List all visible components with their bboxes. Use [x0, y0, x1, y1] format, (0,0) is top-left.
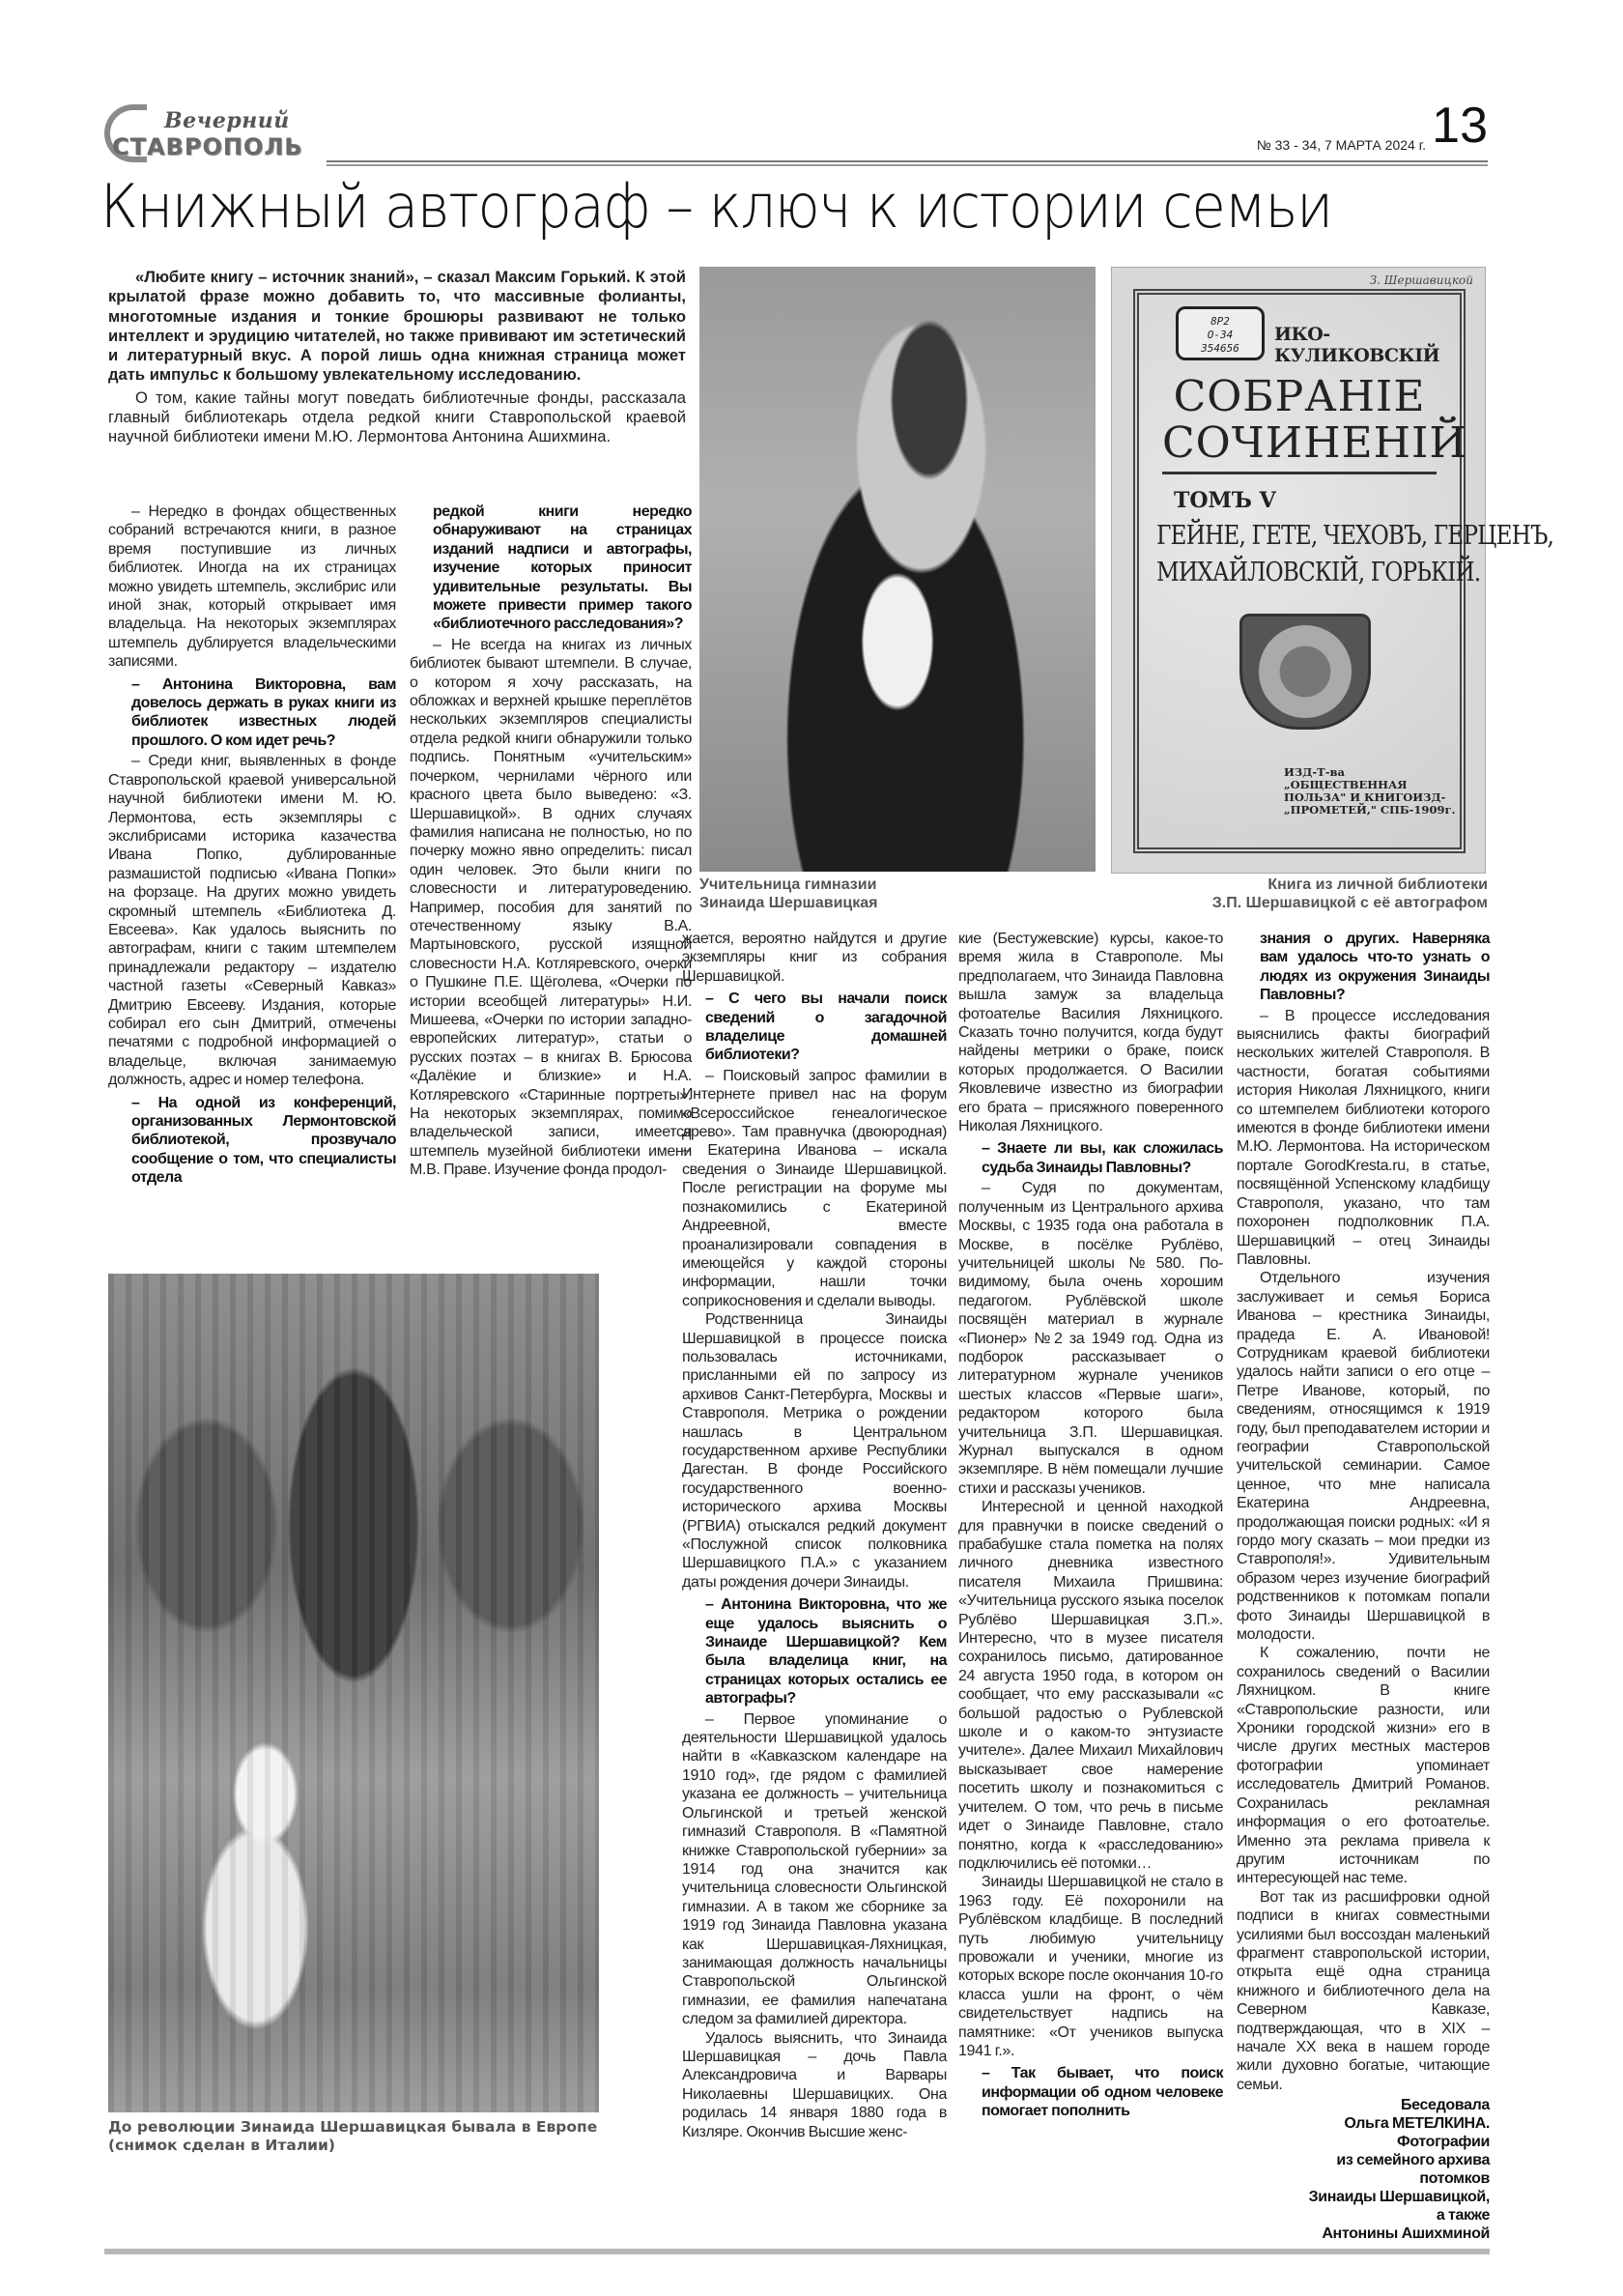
signature-line: Ольга МЕТЕЛКИНА.	[1344, 2115, 1490, 2133]
lead	[108, 268, 686, 447]
paragraph: Вот так из расшифровки одной подписи в книгах совместными усилиями был воссоздан маленький фрагмент ставропольской истории, открыта ещё одна страница книжного и библиотечного дела на Северном Кавказе, подтверждающая, что в XIX – начале XX века в нашем городе жили духовно богатые, читающие семьи.	[1237, 1888, 1490, 2093]
question: – Знаете ли вы, как сложилась судьба Зинаиды Павловны?	[982, 1140, 1223, 1176]
paragraph: – Первое упоминание о деятельности Шершавицкой удалось найти в «Кавказском календаре на 1910 год», где рядом с фамилией указана ее должность – учительница Ольгинской и третьей женской гимназий Ставрополя. В «Памятной книжке Ставропольской губернии» за 1914 год она значится как учительница словесности Ольгинской гимназии. А в таком же сборнике за 1919 год Зинаида Павловна указана как Шершавицкая-Ляхницкая, занимающая должность начальницы Ставропольской Ольгинской гимназии, ее фамилия напечатана следом за фамилией директора.	[682, 1710, 947, 2028]
lead-bold: «Любите книгу – источник знаний», – сказал Максим Горький. К этой крылатой фразе можно добавить то, что массивные фолианты, многотомные издания и тонкие брошюры развивают не только интеллект и эрудицию читателей, но также прививают им эстетический и литературный вкус. А порой лишь одна книжная страница может дать импульс к большому увлекательному исследованию.	[108, 268, 686, 385]
paragraph: жается, вероятно найдутся и другие экземпляры книг из собрания Шершавицкой.	[682, 931, 947, 985]
book-author: ИКО-КУЛИКОВСКІЙ	[1274, 324, 1440, 366]
question-continued: знания о других. Наверняка вам удалось что-то узнать о людях из окружения Зинаиды Павловны?	[1260, 931, 1490, 1004]
book-autograph: З. Шершавицкой	[1369, 273, 1473, 287]
paragraph: Отдельного изучения заслуживает и семья Бориса Иванова – крестника Зинаиды, прадеда Е. А. Ивановой! Сотрудникам краевой библиотеки удалось найти записи о его отце – Петре Иванове, который, по сведениям, относящимся к 1919 году, был преподавателем истории и географии Ставропольской учительской семинарии. Самое ценное, что мне написала Екатерина Андреевна, продолжающая поиски родных: «И я гордо могу сказать – мои предки из Ставрополя!». Удивительным образом через изучение биографий родственников к потомкам попали фото Зинаиды Шершавицкой в молодости.	[1237, 1270, 1490, 1644]
question: – С чего вы начали поиск сведений о загадочной владелице домашней библиотеки?	[705, 990, 947, 1064]
caption-line: До революции Зинаида Шершавицкая бывала в Европе	[108, 2118, 598, 2136]
signature-line: Антонины Ашихминой	[1322, 2225, 1490, 2243]
question: – На одной из конференций, организованных Лермонтовской библиотекой, прозвучало сообщение о том, что специалисты отдела	[131, 1094, 396, 1187]
paragraph: Родственница Зинаиды Шершавицкой в процессе поиска пользовалась источниками, присланными ей по запросу из архивов Санкт-Петербурга, Москвы и Ставрополя. Метрика о рождении нашлась в Центральном государственном архиве Республики Дагестан. В фонде Российского государственного военно-исторического архива Москвы (РГВИА) отыскался редкий документ «Послужной список полковника Шершавицкого П.А.» с указанием даты рождения дочери Зинаиды.	[682, 1311, 947, 1591]
column-2	[410, 502, 692, 1180]
question: – Так бывает, что поиск информации об одном человеке помогает пополнить	[982, 2065, 1223, 2120]
author-signature	[1237, 2096, 1490, 2243]
paragraph: – Судя по документам, полученным из Центрального архива Москвы, с 1935 года она работала в Москве, в посёлке Рублёво, учительницей школы №580. По-видимому, была очень хорошим педагогом. Рублёвской школе посвящён материал в журнале «Пионер» №2 за 1949 год. Одна из подборок рассказывает о литературном журнале учеников шестых классов «Первые шаги», редактором которого была учительница З.П. Шершавицкая. Журнал выпускался в одном экземпляре. В нём помещали лучшие стихи и рассказы учеников.	[958, 1180, 1223, 1497]
stamp-line: 354656	[1201, 342, 1239, 355]
issue-info: № 33 - 34, 7 МАРТА 2024 г.	[1256, 137, 1426, 153]
headline: Книжный автограф – ключ к истории семьи	[100, 171, 1332, 242]
page-number: 13	[1432, 98, 1488, 154]
portrait-photo	[699, 267, 1096, 872]
caption-line: Зинаида Шершавицкая	[699, 895, 878, 911]
stamp-line: О-34	[1207, 329, 1234, 341]
paragraph: – Не всегда на книгах из личных библиотек бывают штемпели. В случае, о котором я хочу рассказать, на обложках и верхней крышке переплётов нескольких экземпляров специалисты отдела редкой книги обнаружили только подпись. Понятным «учительским» почерком, чернилами чёрного или красного цвета было выведено: «З. Шершавицкой». В одних случаях фамилия написана не полностью, но по почерку можно явно определить: писал один человек. Это были книги по словесности и литературоведению. Например, пособия для занятий по отечественному языку В.А. Мартыновского, русской изящной словесности Н.А. Котляревского, очерки о Пушкине П.Е. Щёголева, «Очерки по истории всеобщей литературы» Н.И. Мишеева, «Очерки по истории западно-европейских литератур», статьи о русских поэтах – в книгах В. Брюсова «Далёкие и близкие» и Н.А. Котляревского «Старинные портреты». На некоторых экземплярах, помимо владельческой записи, имеется штемпель музейной библиотеки имени М.В. Праве. Изучение фонда продол-	[410, 636, 692, 1179]
venice-photo	[108, 1274, 599, 2112]
book-frame	[1133, 289, 1554, 853]
masthead	[104, 98, 1488, 166]
paragraph: – Среди книг, выявленных в фонде Ставропольской краевой универсальной научной библиотеки имени М. Ю. Лермонтова, есть экземпляры с экслибрисами историка казачества Ивана Попко, дублированные размашистой подписью «Ивана Попки» на форзаце. На других можно увидеть скромный штемпель «Библиотека Д. Евсеева». Как удалось выяснить по автографам, книги с таким штемпелем принадлежали редактору – издателю частной газеты «Северный Кавказ» Дмитрию Евсееву. Издания, которые собирал его сын Дмитрий, отмечены печатями с подробной информацией о владельце, включая занимаемую должность, адрес и номер телефона.	[108, 753, 396, 1089]
publisher-line: ПОЛЬЗА" И КНИГОИЗД-	[1284, 790, 1446, 804]
book-names-line: ГЕЙНЕ, ГЕТЕ, ЧЕХОВЪ, ГЕРЦЕНЪ,	[1156, 521, 1554, 551]
column-1	[108, 502, 396, 1190]
pegasus-emblem-icon	[1239, 614, 1371, 730]
library-stamp	[1176, 306, 1265, 360]
column-5	[1237, 930, 1490, 2243]
caption-line: Книга из личной библиотеки	[1267, 876, 1488, 893]
venice-caption	[108, 2118, 649, 2155]
book-cover-photo	[1111, 267, 1554, 874]
newspaper-logo	[104, 106, 327, 164]
publisher-line: ИЗД-Т-ва „ОБЩЕСТВЕННАЯ	[1284, 765, 1408, 791]
logo-bottom-text: СТАВРОПОЛЬ	[112, 133, 303, 160]
bottom-rule	[104, 2249, 1490, 2254]
question-continued: редкой книги нередко обнаруживают на страницах изданий надписи и автографы, изучение которых приносит удивительные результаты. Вы можете привести пример такого «библиотечного расследования»?	[433, 503, 692, 633]
paragraph: К сожалению, почти не сохранилось сведений о Василии Ляхницком. В книге «Ставропольские разности, или Хроники городской жизни» его в числе других местных мастеров фотографии упоминает исследователь Дмитрий Романов. Сохранилась рекламная информация о его фотоателье. Именно эта реклама привела к другим источникам по интересующей нас теме.	[1237, 1645, 1490, 1887]
lead-intro: О том, какие тайны могут поведать библиотечные фонды, рассказала главный библиотекарь отдела редкой книги Ставропольской краевой научной библиотеки имени М.Ю. Лермонтова Антонина Ашихмина.	[108, 387, 686, 446]
caption-line: З.П. Шершавицкой с её автографом	[1211, 895, 1488, 911]
signature-line: Фотографии	[1397, 2134, 1490, 2151]
question: – Антонина Викторовна, что же еще удалось выяснить о Зинаиде Шершавицкой? Кем была владелица книг, на страницах которых остались ее автографы?	[705, 1596, 947, 1708]
paragraph: кие (Бестужевские) курсы, какое-то время жила в Ставрополе. Мы предполагаем, что Зинаида Павловна вышла замуж за владельца фотоателье Василия Ляхницкого. Сказать точно получится, когда будут найдены метрики о браке, поиск которых продолжается. О Василии Яковлевиче известно из биографии его брата – присяжного поверенного Николая Ляхницкого.	[958, 931, 1223, 1135]
column-4	[958, 930, 1223, 2123]
paragraph: – Нередко в фондах общественных собраний встречаются книги, в разное время поступившие из личных библиотек. Иногда на их страницах можно увидеть штемпель, экслибрис или иной знак, который открывает имя владельца. На некоторых экземплярах штемпель дублируется владельческими записями.	[108, 503, 396, 671]
book-volume: ТОМЪ V	[1174, 488, 1276, 513]
book-title-line: СОБРАНІЕ	[1173, 372, 1426, 421]
signature-line: Зинаиды Шершавицкой,	[1308, 2189, 1490, 2206]
caption-line: (снимок сделан в Италии)	[108, 2137, 335, 2154]
book-names-line: МИХАЙЛОВСКІЙ, ГОРЬКІЙ.	[1156, 558, 1481, 588]
paragraph: – В процессе исследования выяснились факты биографий нескольких жителей Ставрополя. В частности, богатая событиями история Николая Ляхницкого, книги со штемпелем библиотеки которого имеются в фонде библиотеки имени М.Ю. Лермонтова. На историческом портале GorodKresta.ru, в статье, посвящённой Успенскому кладбищу Ставрополя, указано, что там похоронен подполковник П.А. Шершавицкий – отец Зинаиды Павловны.	[1237, 1007, 1490, 1268]
stamp-line: 8Р2	[1210, 315, 1230, 328]
column-3	[682, 930, 947, 2141]
question: – Антонина Викторовна, вам довелось держать в руках книги из библиотек известных людей прошлого. О ком идет речь?	[131, 675, 396, 749]
book-publisher	[1284, 766, 1460, 817]
paragraph: Зинаиды Шершавицкой не стало в 1963 году. Её похоронили на Рублёвском кладбище. В последний путь любимую учительницу провожали и ученики, многие из которых вскоре после окончания 10-го класса ушли на фронт, о чём свидетельствует надпись на памятнике: «От учеников выпуска 1941 г.».	[958, 1874, 1223, 2059]
signature-line: а также	[1436, 2207, 1490, 2224]
paragraph: Удалось выяснить, что Зинаида Шершавицкая – дочь Павла Александровича и Варвары Николаевны Шершавицких. Она родилась 14 января 1880 года в Кизляре. Окончив Высшие женс-	[682, 2029, 947, 2140]
publisher-line: „ПРОМЕТЕЙ," СПБ-1909г.	[1284, 803, 1456, 817]
book-caption	[1111, 875, 1488, 912]
signature-line: Беседовала	[1400, 2097, 1490, 2114]
paragraph: – Поисковый запрос фамилии в Интернете привел нас на форум «Всероссийское генеалогическое древо». Там правнучка (двоюродная) – Екатерина Иванова – искала сведения о Зинаиде Шершавицкой. После регистрации на форуме мы познакомились с Екатериной Андреевной, вместе проанализировали совпадения в имеющейся у каждой стороны информации, нашли точки соприкосновения и сделали выводы.	[682, 1067, 947, 1309]
logo-top-text: Вечерний	[164, 108, 290, 133]
signature-line: потомков	[1419, 2170, 1490, 2188]
book-title-line: СОЧИНЕНІЙ	[1162, 418, 1437, 474]
caption-line: Учительница гимназии	[699, 876, 877, 893]
masthead-rule	[327, 160, 1488, 166]
paragraph: Интересной и ценной находкой для правнучки в поиске сведений о прабабушке стала пометка на полях личного дневника известного писателя Михаила Пришвина: «Учительница русского языка поселок Рублёво Шершавицкая З.П.». Интересно, что в музее писателя сохранилось письмо, датированное 24 августа 1950 года, в котором он сообщает, что ему рассказывали «с большой радостью о Рублевской школе и о каком-то энтузиасте учителе». Далее Михаил Михайлович высказывает свое намерение посетить школу и познакомиться с учителем. О том, что речь в письме идет о Зинаиде Павловне, стало понятно, когда к «расследованию» подключились её потомки…	[958, 1499, 1223, 1872]
portrait-caption	[699, 875, 1047, 912]
signature-line: из семейного архива	[1336, 2152, 1490, 2169]
